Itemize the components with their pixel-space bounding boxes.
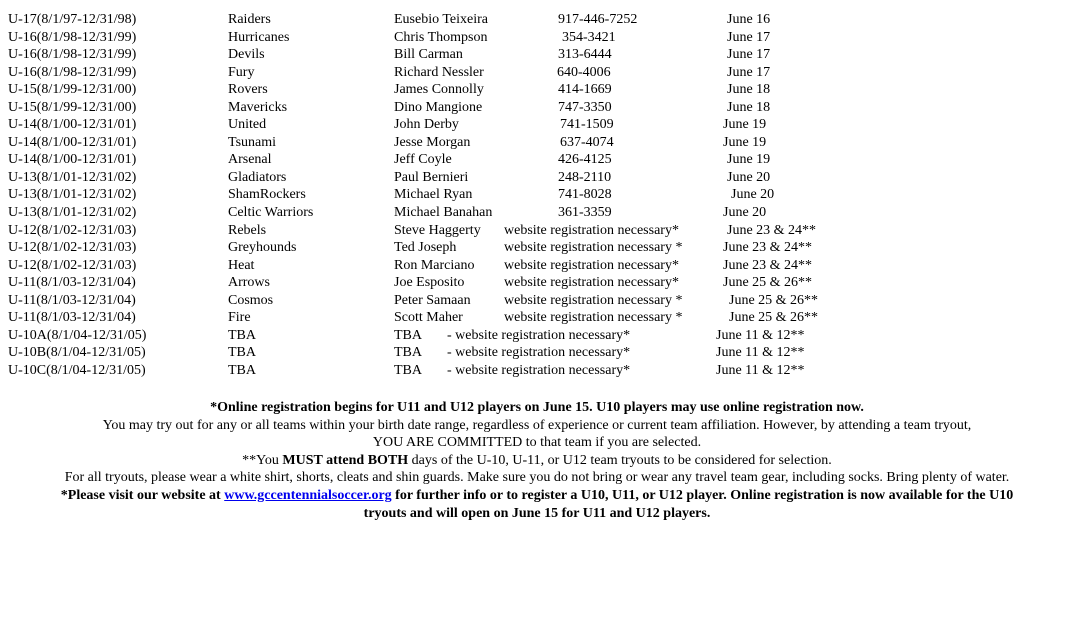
contact-cell: 361-3359 (558, 205, 612, 221)
team-cell: Arsenal (228, 152, 272, 168)
coach-cell: Jeff Coyle (394, 152, 452, 168)
note-website-prefix: *Please visit our website at (60, 487, 225, 503)
team-cell: TBA (228, 345, 256, 361)
tryout-dates-cell: June 25 & 26** (729, 310, 819, 326)
tryout-dates-cell: June 25 & 26** (723, 275, 813, 291)
contact-cell: 313-6444 (558, 47, 612, 63)
age-group-cell: U-15(8/1/99-12/31/00) (8, 82, 137, 98)
contact-cell: 640-4006 (557, 64, 611, 80)
table-row (0, 46, 1074, 64)
contact-cell: 741-1509 (560, 117, 614, 133)
age-group-cell: U-12(8/1/02-12/31/03) (8, 222, 137, 238)
tryout-dates-cell: June 19 (727, 152, 771, 168)
contact-cell: 354-3421 (562, 29, 616, 45)
team-cell: Rovers (228, 82, 268, 98)
coach-cell: TBA (394, 327, 422, 343)
tryout-dates-cell: June 23 & 24** (723, 240, 813, 256)
table-row (0, 362, 1074, 380)
coach-cell: Richard Nessler (394, 64, 484, 80)
tryout-dates-cell: June 25 & 26** (729, 292, 819, 308)
contact-cell: 414-1669 (558, 82, 612, 98)
table-row (0, 222, 1074, 240)
note-attendance-suffix: days of the U-10, U-11, or U12 team tryouts to be considered for selection. (408, 452, 832, 468)
contact-cell: website registration necessary* (504, 222, 679, 238)
table-row (0, 186, 1074, 204)
tryout-dates-cell: June 17 (727, 64, 771, 80)
team-cell: Tsunami (228, 134, 277, 150)
contact-cell: 741-8028 (558, 187, 612, 203)
team-cell: United (228, 117, 267, 133)
age-group-cell: U-13(8/1/01-12/31/02) (8, 187, 137, 203)
age-group-cell: U-10C(8/1/04-12/31/05) (8, 362, 146, 378)
coach-cell: Chris Thompson (394, 29, 488, 45)
coach-cell: Bill Carman (394, 47, 463, 63)
coach-cell: Dino Mangione (394, 99, 483, 115)
age-group-cell: U-10B(8/1/04-12/31/05) (8, 345, 146, 361)
tryout-dates-cell: June 19 (723, 117, 767, 133)
note-tryout-eligibility: You may try out for any or all teams within your birth date range, regardless of experience or current team affiliation. However, by attending a team tryout, (102, 417, 972, 433)
note-commitment: YOU ARE COMMITTED to that team if you are selected. (372, 435, 702, 451)
coach-cell: John Derby (394, 117, 459, 133)
tryout-dates-cell: June 11 & 12** (716, 362, 805, 378)
team-cell: Hurricanes (228, 29, 290, 45)
age-group-cell: U-16(8/1/98-12/31/99) (8, 29, 137, 45)
contact-cell: 917-446-7252 (558, 12, 638, 27)
table-row (0, 169, 1074, 187)
team-cell: Fire (228, 310, 251, 326)
note-attendance (0, 452, 1074, 470)
tryout-dates-cell: June 16 (727, 12, 771, 27)
table-row (0, 116, 1074, 134)
table-row (0, 309, 1074, 327)
coach-cell: Jesse Morgan (394, 134, 471, 150)
note-website-suffix: for further info or to register a U10, U11, or U12 player. Online registration is now available for the U10 (391, 487, 1014, 503)
tryout-dates-cell: June 20 (723, 205, 767, 221)
table-row (0, 81, 1074, 99)
contact-cell: 248-2110 (558, 169, 612, 185)
age-group-cell: U-14(8/1/00-12/31/01) (8, 117, 137, 133)
contact-cell: website registration necessary * (504, 292, 683, 308)
age-group-cell: U-13(8/1/01-12/31/02) (8, 169, 137, 185)
contact-cell: 637-4074 (560, 134, 614, 150)
table-row (0, 327, 1074, 345)
coach-cell: Michael Ryan (394, 187, 473, 203)
team-cell: Fury (228, 64, 255, 80)
tryout-dates-cell: June 11 & 12** (716, 327, 805, 343)
coach-cell: TBA (394, 362, 422, 378)
table-row (0, 204, 1074, 222)
table-row (0, 257, 1074, 275)
table-row (0, 11, 1074, 29)
team-cell: Heat (228, 257, 255, 273)
contact-cell: - website registration necessary* (447, 327, 631, 343)
tryout-notes (0, 399, 1074, 522)
tryout-dates-cell: June 18 (727, 99, 771, 115)
age-group-cell: U-11(8/1/03-12/31/04) (8, 275, 136, 291)
tryout-dates-cell: June 18 (727, 82, 771, 98)
tryout-dates-cell: June 11 & 12** (716, 345, 805, 361)
age-group-cell: U-14(8/1/00-12/31/01) (8, 152, 137, 168)
contact-cell: website registration necessary * (504, 310, 683, 326)
coach-cell: Ron Marciano (394, 257, 475, 273)
contact-cell: website registration necessary* (504, 257, 679, 273)
team-cell: TBA (228, 327, 256, 343)
note-online-registration: *Online registration begins for U11 and U12 players on June 15. U10 players may use online registration now. (210, 400, 864, 415)
table-row (0, 134, 1074, 152)
tryout-dates-cell: June 20 (727, 169, 771, 185)
age-group-cell: U-16(8/1/98-12/31/99) (8, 64, 137, 80)
table-row (0, 292, 1074, 310)
coach-cell: Scott Maher (394, 310, 463, 326)
contact-cell: 426-4125 (558, 152, 612, 168)
tryout-dates-cell: June 17 (727, 47, 771, 63)
tryout-dates-cell: June 17 (727, 29, 771, 45)
table-row (0, 344, 1074, 362)
team-cell: ShamRockers (228, 187, 306, 203)
age-group-cell: U-11(8/1/03-12/31/04) (8, 310, 136, 326)
note-website (0, 487, 1074, 505)
table-row (0, 99, 1074, 117)
table-row (0, 151, 1074, 169)
coach-cell: TBA (394, 345, 422, 361)
age-group-cell: U-17(8/1/97-12/31/98) (8, 12, 137, 27)
age-group-cell: U-12(8/1/02-12/31/03) (8, 257, 137, 273)
team-cell: Devils (228, 47, 265, 63)
coach-cell: Steve Haggerty (394, 222, 481, 238)
team-cell: Cosmos (228, 292, 274, 308)
team-cell: Raiders (228, 12, 271, 27)
table-row (0, 64, 1074, 82)
tryout-dates-cell: June 19 (723, 134, 767, 150)
tryout-dates-cell: June 20 (731, 187, 775, 203)
age-group-cell: U-11(8/1/03-12/31/04) (8, 292, 136, 308)
contact-cell: - website registration necessary* (447, 345, 631, 361)
coach-cell: James Connolly (394, 82, 484, 98)
team-cell: Gladiators (228, 169, 287, 185)
team-cell: Celtic Warriors (228, 205, 314, 221)
table-row (0, 274, 1074, 292)
contact-cell: website registration necessary* (504, 275, 679, 291)
coach-cell: Ted Joseph (394, 240, 457, 256)
team-cell: TBA (228, 362, 256, 378)
age-group-cell: U-16(8/1/98-12/31/99) (8, 47, 137, 63)
contact-cell: website registration necessary * (504, 240, 683, 256)
coach-cell: Michael Banahan (394, 205, 493, 221)
team-cell: Arrows (228, 275, 270, 291)
team-cell: Greyhounds (228, 240, 297, 256)
tryout-schedule-table (0, 11, 1074, 379)
age-group-cell: U-15(8/1/99-12/31/00) (8, 99, 137, 115)
age-group-cell: U-12(8/1/02-12/31/03) (8, 240, 137, 256)
note-website-continued: tryouts and will open on June 15 for U11 and U12 players. (363, 505, 711, 521)
coach-cell: Paul Bernieri (394, 169, 469, 185)
team-cell: Mavericks (228, 99, 288, 115)
coach-cell: Joe Esposito (394, 275, 465, 291)
table-row (0, 29, 1074, 47)
team-cell: Rebels (228, 222, 267, 238)
age-group-cell: U-10A(8/1/04-12/31/05) (8, 327, 147, 343)
coach-cell: Eusebio Teixeira (394, 12, 489, 27)
table-row (0, 239, 1074, 257)
tryout-dates-cell: June 23 & 24** (723, 257, 813, 273)
note-attire: For all tryouts, please wear a white shirt, shorts, cleats and shin guards. Make sure you do not bring or wear any travel team gear, including socks. Bring plenty of water. (64, 470, 1010, 486)
tryout-dates-cell: June 23 & 24** (727, 222, 817, 238)
note-attendance-emphasis: MUST attend BOTH (282, 452, 409, 468)
contact-cell: 747-3350 (558, 99, 612, 115)
age-group-cell: U-13(8/1/01-12/31/02) (8, 205, 137, 221)
coach-cell: Peter Samaan (394, 292, 471, 308)
note-attendance-prefix: **You (242, 452, 283, 468)
contact-cell: - website registration necessary* (447, 362, 631, 378)
age-group-cell: U-14(8/1/00-12/31/01) (8, 134, 137, 150)
website-link[interactable]: www.gccentennialsoccer.org (224, 487, 392, 503)
